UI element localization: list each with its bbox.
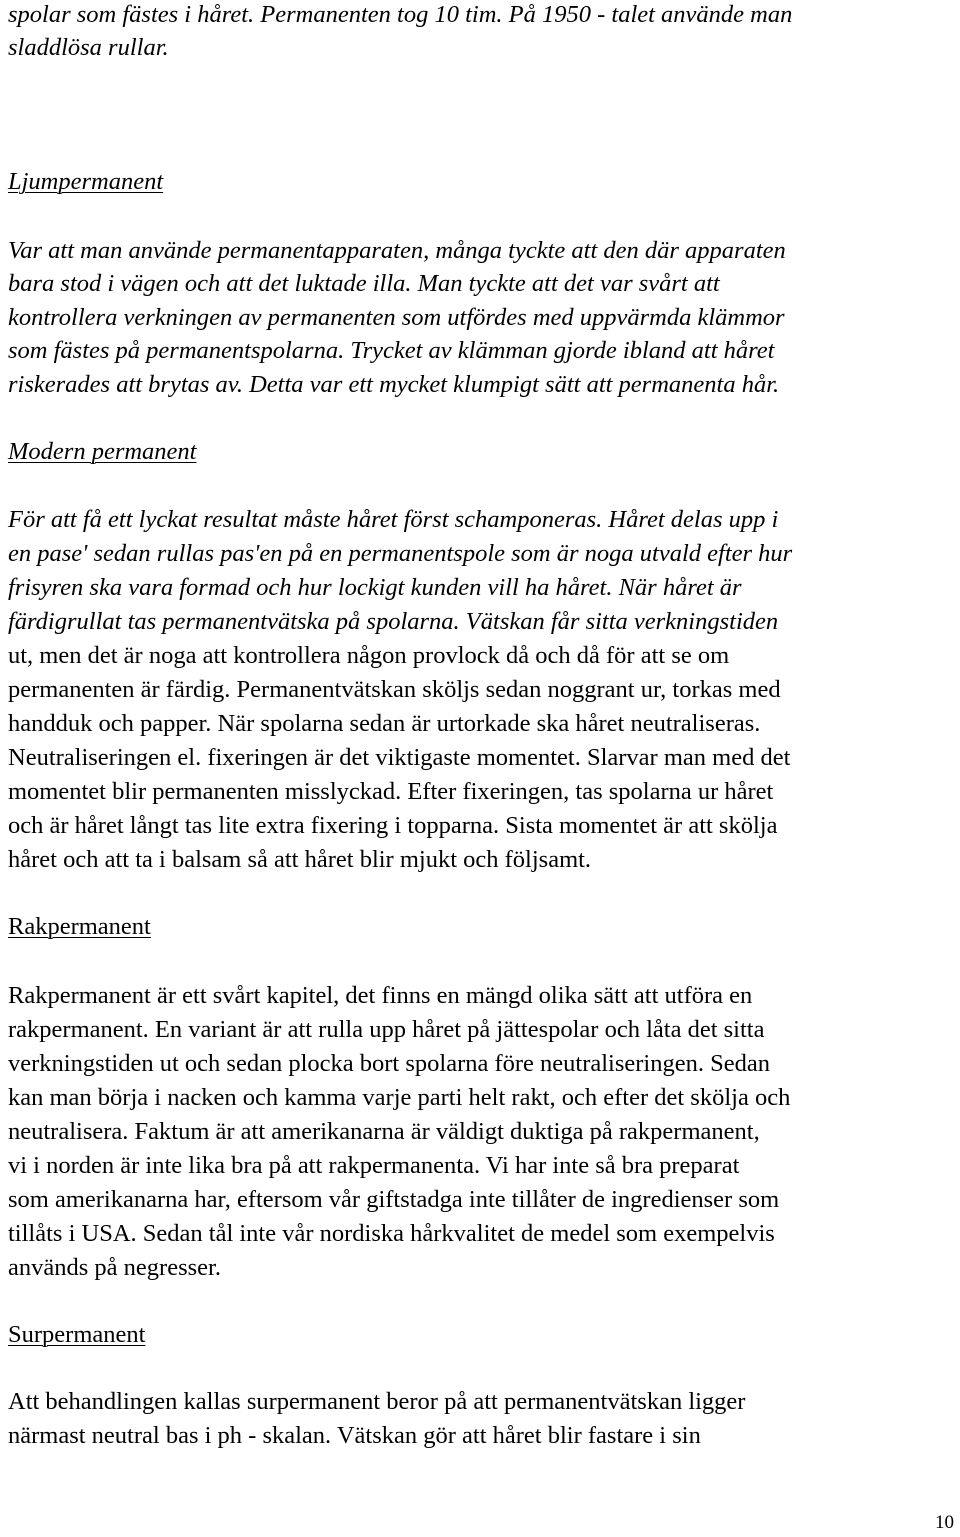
body-text: Man tyckte att det var svårt att — [417, 270, 720, 297]
page-number: 10 — [935, 1512, 954, 1533]
body-line: ut, men det är noga att kontrollera någon provlock då och då för att se om — [8, 642, 730, 669]
body-text: bara stod i vägen och att det luktade illa. — [8, 270, 412, 297]
body-line — [8, 269, 720, 299]
section-heading-ljumpermanent: Ljumpermanent — [8, 168, 164, 195]
body-text: När håret är — [618, 574, 742, 601]
body-line — [8, 607, 778, 637]
body-text: Vätskan får sitta verkningstiden — [465, 608, 779, 635]
section-heading-modern-permanent: Modern permanent — [8, 438, 197, 465]
body-text: Håret delas upp i — [608, 506, 779, 533]
body-line: som amerikanarna har, eftersom vår giftstadga inte tillåter de ingredienser som — [8, 1186, 780, 1213]
body-text: frisyren ska vara formad och hur lockigt kunden vill ha håret. — [8, 574, 613, 601]
section-heading-surpermanent: Surpermanent — [8, 1321, 146, 1348]
body-line: kan man börja i nacken och kamma varje parti helt rakt, och efter det skölja och — [8, 1084, 791, 1111]
body-line: kontrollera verkningen av permanenten som utfördes med uppvärmda klämmor — [8, 304, 785, 331]
body-line: momentet blir permanenten misslyckad. Efter fixeringen, tas spolarna ur håret — [8, 778, 774, 805]
body-line: Rakpermanent är ett svårt kapitel, det finns en mängd olika sätt att utföra en — [8, 982, 753, 1009]
body-line: neutralisera. Faktum är att amerikanarna är väldigt duktiga på rakpermanent, — [8, 1118, 760, 1145]
body-line — [8, 573, 742, 603]
body-line: och är håret långt tas lite extra fixering i topparna. Sista momentet är att skölja — [8, 812, 778, 839]
body-line: Att behandlingen kallas surpermanent beror på att permanentvätskan ligger — [8, 1388, 746, 1415]
body-line: håret och att ta i balsam så att håret blir mjukt och följsamt. — [8, 846, 592, 873]
body-line: rakpermanent. En variant är att rulla upp håret på jättespolar och låta det sitta — [8, 1016, 765, 1043]
body-line: riskerades att brytas av. Detta var ett mycket klumpigt sätt att permanenta hår. — [8, 371, 780, 398]
body-line: permanenten är färdig. Permanentvätskan sköljs sedan noggrant ur, torkas med — [8, 676, 781, 703]
body-line: spolar som fästes i håret. Permanenten tog 10 tim. På 1950 - talet använde man — [8, 1, 793, 28]
body-line: Neutraliseringen el. fixeringen är det viktigaste momentet. Slarvar man med det — [8, 744, 791, 771]
body-line: verkningstiden ut och sedan plocka bort spolarna före neutraliseringen. Sedan — [8, 1050, 770, 1077]
body-line — [8, 505, 778, 535]
section-heading-rakpermanent: Rakpermanent — [8, 913, 151, 940]
body-line: tillåts i USA. Sedan tål inte vår nordiska hårkvalitet de medel som exempelvis — [8, 1220, 775, 1247]
body-line: används på negresser. — [8, 1254, 221, 1281]
body-line: vi i norden är inte lika bra på att rakpermanenta. Vi har inte så bra preparat — [8, 1152, 740, 1179]
body-line: en pase' sedan rullas pas'en på en permanentspole som är noga utvald efter hur — [8, 540, 793, 567]
body-line: Var att man använde permanentapparaten, många tyckte att den där apparaten — [8, 237, 786, 264]
body-text: För att få ett lyckat resultat måste håret först schamponeras. — [8, 506, 603, 533]
body-line: handduk och papper. När spolarna sedan är urtorkade ska håret neutraliseras. — [8, 710, 761, 737]
body-text: färdigrullat tas permanentvätska på spolarna. — [8, 608, 460, 635]
body-line: sladdlösa rullar. — [8, 34, 169, 61]
body-line: som fästes på permanentspolarna. Trycket av klämman gjorde ibland att håret — [8, 337, 775, 364]
body-line: närmast neutral bas i ph - skalan. Vätskan gör att håret blir fastare i sin — [8, 1422, 701, 1449]
